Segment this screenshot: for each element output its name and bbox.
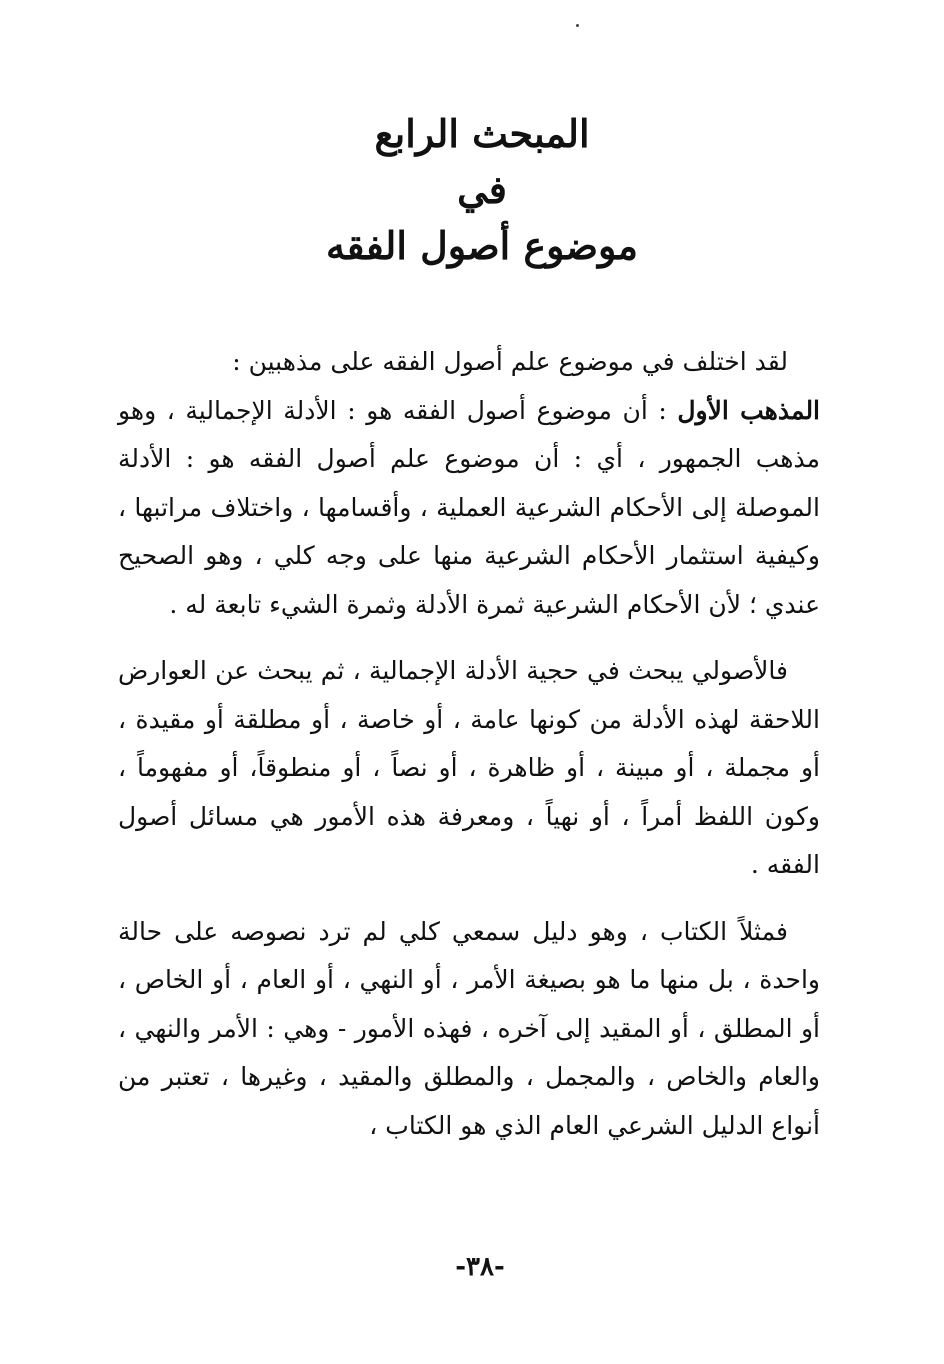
usuli-paragraph: فالأصولي يبحث في حجية الأدلة الإجمالية ، ثم يبحث عن العوارض اللاحقة لهذه الأدلة من كونها عامة ، أو خاصة ، أو مطلقة أو مقيدة ، أو مجملة ، أو مبينة ، أو ظاهرة ، أو نصاً ، أو منطوقاً، أو مفهوماً ، وكون اللفظ أمراً ، أو نهياً ، ومعرفة هذه الأمور هي مسائل أصول الفقه .: [118, 656, 820, 879]
scan-speck: [576, 24, 579, 27]
intro-paragraph: لقد اختلف في موضوع علم أصول الفقه على مذهبين :: [232, 347, 788, 376]
section-subtitle: موضوع أصول الفقه: [325, 223, 639, 268]
section-title: المبحث الرابع: [374, 111, 590, 156]
section-title-connector: في: [457, 167, 507, 212]
page-number: -٣٨-: [455, 1252, 505, 1282]
body-text: [118, 338, 820, 1150]
first-doctrine-text: : أن موضوع أصول الفقه هو : الأدلة الإجمالية ، وهو مذهب الجمهور ، أي : أن موضوع علم أصول الفقه هو : الأدلة الموصلة إلى الأحكام الشرعية العملية ، وأقسامها ، واختلاف مراتبها ، وكيفية استثمار الأحكام الشرعية منها على وجه كلي ، وهو الصحيح عندي ؛ لأن الأحكام الشرعية ثمرة الأدلة وثمرة الشيء تابعة له .: [118, 395, 820, 619]
first-doctrine-paragraph: [118, 387, 820, 630]
example-paragraph: فمثلاً الكتاب ، وهو دليل سمعي كلي لم ترد نصوصه على حالة واحدة ، بل منها ما هو بصيغة الأمر ، أو النهي ، أو العام ، أو الخاص ، أو المطلق ، أو المقيد إلى آخره ، فهذه الأمور - وهي : الأمر والنهي ، والعام والخاص ، والمجمل ، والمطلق والمقيد ، وغيرها ، تعتبر من أنواع الدليل الشرعي العام الذي هو الكتاب ،: [118, 916, 820, 1140]
first-doctrine-label: المذهب الأول: [677, 395, 821, 425]
